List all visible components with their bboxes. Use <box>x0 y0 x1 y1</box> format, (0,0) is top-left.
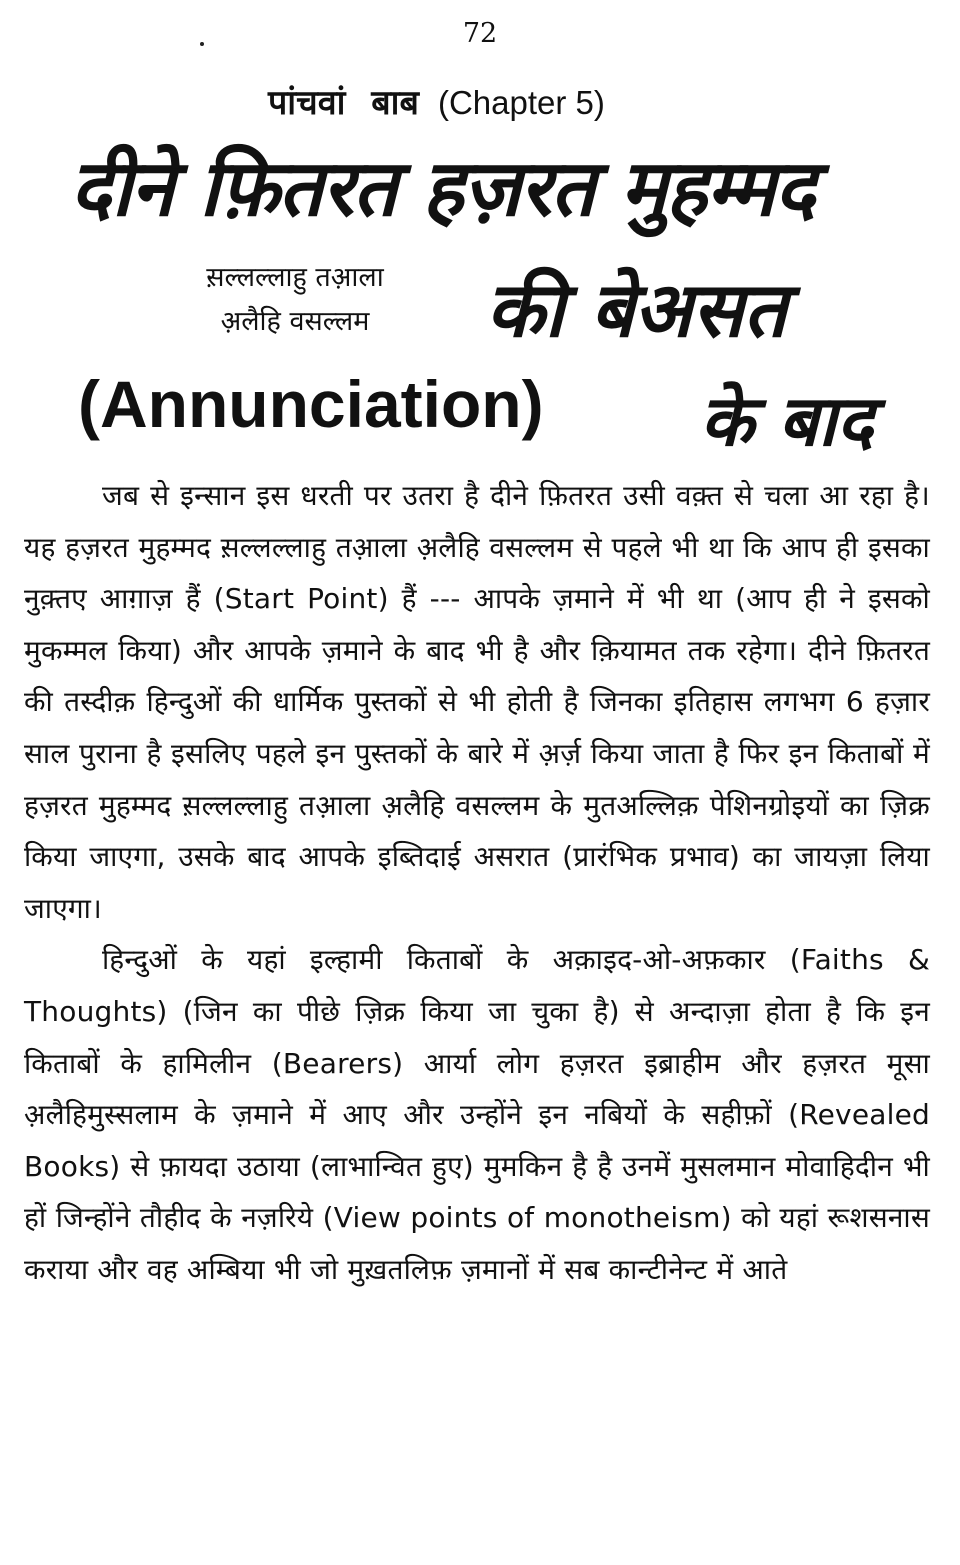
body-text <box>24 470 930 1296</box>
salutation-line2: अ़लैहि वसल्लम <box>220 306 370 337</box>
chapter-label-english: (Chapter 5) <box>437 84 605 121</box>
chapter-title-line2: की बेअसत <box>486 265 787 354</box>
chapter-label-hindi: पांचवां बाब <box>268 83 419 123</box>
page-number: 72 <box>462 18 498 49</box>
salutation-line1: स़ल्लल्लाहु तआ़ला <box>206 262 384 293</box>
paragraph-1: जब से इन्सान इस धरती पर उतरा है दीने फ़ितरत उसी वक़्त से चला आ रहा है। यह हज़रत मुहम्मद स़ल्लल्लाहु तआ़ला अ़लैहि वसल्लम से पहले भी था कि आप ही इसका नुक़्तए आग़ाज़ हैं (Start Point) हैं --- आपके ज़माने में भी था (आप ही ने इसको मुकम्मल किया) और आपके ज़माने के बाद भी है और क़ियामत तक रहेगा। दीने फ़ितरत की तस्दीक़ हिन्दुओं की धार्मिक पुस्तकों से भी होती है जिनका इतिहास लगभग 6 हज़ार साल पुराना है इसलिए पहले इन पुस्तकों के बारे में अ़र्ज़ किया जाता है फिर इन किताबों में हज़रत मुहम्मद स़ल्लल्लाहु तआ़ला अ़लैहि वसल्लम के मुतअल्लिक़ पेशिनग्रोइयों का ज़िक्र किया जाएगा, उसके बाद आपके इब्तिदाई असरात (प्रारंभिक प्रभाव) का जायज़ा लिया जाएगा। <box>24 479 930 925</box>
paragraph-2: हिन्दुओं के यहां इल्हामी किताबों के अक़ाइद-ओ-अफ़कार (Faiths & Thoughts) (जिन का पीछे ज़िक्र किया जा चुका है) से अन्दाज़ा होता है कि इन किताबों के हामिलीन (Bearers) आर्या लोग हज़रत इब्राहीम और हज़रत मूसा अ़लैहिमुस्सलाम के ज़माने में आए और उन्होंने इन नबियों के सहीफ़ों (Revealed Books) से फ़ायदा उठाया (लाभान्वित हुए) मुमकिन है है उनमें मुसलमान मोवाहिदीन भी हों जिन्होंने तौहीद के नज़रिये (View points of monotheism) को यहां रूशसनास कराया और वह अम्बिया भी जो मुख़तलिफ़ ज़मानों में सब कान्टीनेन्ट में आते <box>24 943 930 1286</box>
salutation-block <box>150 256 440 344</box>
annunciation-hindi: के बाद <box>700 380 874 462</box>
chapter-title-line1: दीने फ़ितरत हज़रत मुहम्मद <box>70 144 815 234</box>
print-speck <box>200 42 204 46</box>
chapter-heading <box>268 78 605 124</box>
annunciation-english: (Annunciation) <box>78 367 544 441</box>
